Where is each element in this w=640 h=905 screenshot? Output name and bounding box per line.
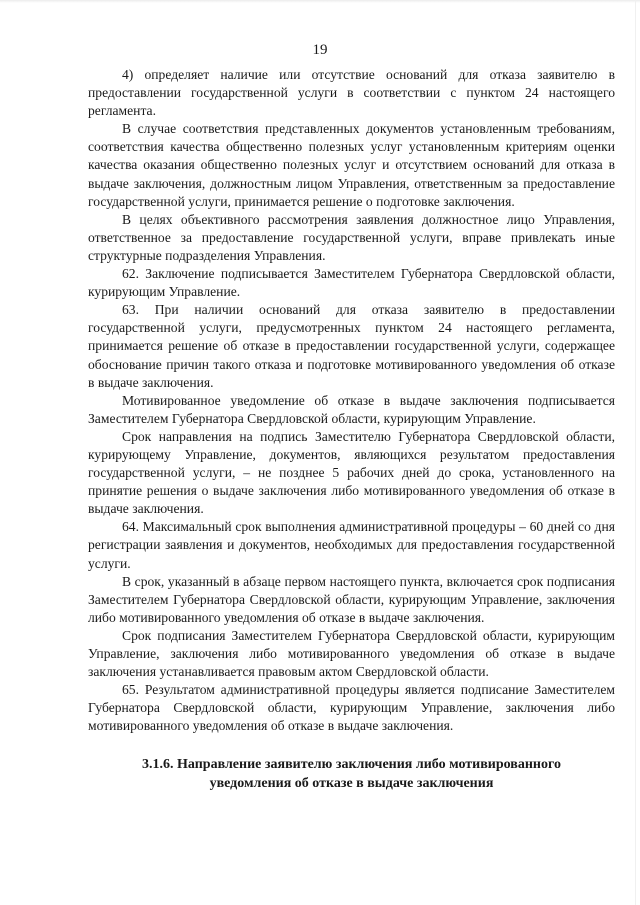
paragraph-signing-term-legal-act: Срок подписания Заместителем Губернатора Свердловской области, курирующим Управление, заключения либо мотивированного уведомления об отказе в выдаче заключения устанавливается правовым актом Свердловской области. (88, 627, 615, 680)
paragraph-signing-deadline: Срок направления на подпись Заместителю Губернатора Свердловской области, курирующему Управление, документов, являющихся результатом предоставления государственной услуги, – не позднее 5 рабочих дней до срока, установленного на принятие решения о выдаче заключения либо мотивированного уведомления об отказе в выдаче заключения. (88, 428, 615, 517)
section-heading-line-1: 3.1.6. Направление заявителю заключения либо мотивированного (142, 757, 561, 773)
scan-edge-right (635, 0, 636, 905)
paragraph-term-includes-signing: В срок, указанный в абзаце первом настоящего пункта, включается срок подписания Заместителем Губернатора Свердловской области, курирующим Управление, заключения либо мотивированного уведомления об отказе в выдаче заключения. (88, 573, 615, 625)
paragraph-64: 64. Максимальный срок выполнения административной процедуры – 60 дней со дня регистрации заявления и документов, необходимых для предоставления государственной услуги. (88, 519, 615, 571)
paragraph-compliance-case: В случае соответствия представленных документов установленным требованиям, соответствия качества общественно полезных услуг установленным критериям оценки качества оказания общественно полезных услуг и отсутствием оснований для отказа в выдаче заключения, должностным лицом Управления, ответственным за предоставление государственной услуги, принимается решение о подготовке заключения. (88, 121, 615, 209)
paragraph-refusal-notice-signing: Мотивированное уведомление об отказе в выдаче заключения подписывается Заместителем Губернатора Свердловской области, курирующим Управление. (88, 392, 615, 426)
page-number: 19 (312, 42, 328, 58)
scan-edge-top (0, 0, 640, 3)
paragraph-objective-review: В целях объективного рассмотрения заявления должностное лицо Управления, ответственное за предоставление государственной услуги, вправе привлекать иные структурные подразделения Управления. (88, 211, 615, 263)
paragraph-65: 65. Результатом административной процедуры является подписание Заместителем Губернатора Свердловской области, курирующим Управление, заключения либо мотивированного уведомления об отказе в выдаче заключения. (88, 682, 615, 734)
section-heading (88, 755, 615, 793)
paragraph-63: 63. При наличии оснований для отказа заявителю в предоставлении государственной услуги, предусмотренных пунктом 24 настоящего регламента, принимается решение об отказе в предоставлении государственной услуги, содержащее обоснование причин такого отказа и подготовке мотивированного уведомления об отказе в выдаче заключения. (88, 302, 615, 390)
paragraph-item-4: 4) определяет наличие или отсутствие оснований для отказа заявителю в предоставлении государственной услуги в соответствии с пунктом 24 настоящего регламента. (88, 67, 615, 119)
document-body (88, 66, 615, 793)
section-heading-line-2: уведомления об отказе в выдаче заключения (209, 776, 494, 792)
paragraph-62: 62. Заключение подписывается Заместителем Губернатора Свердловской области, курирующим Управление. (88, 266, 615, 300)
